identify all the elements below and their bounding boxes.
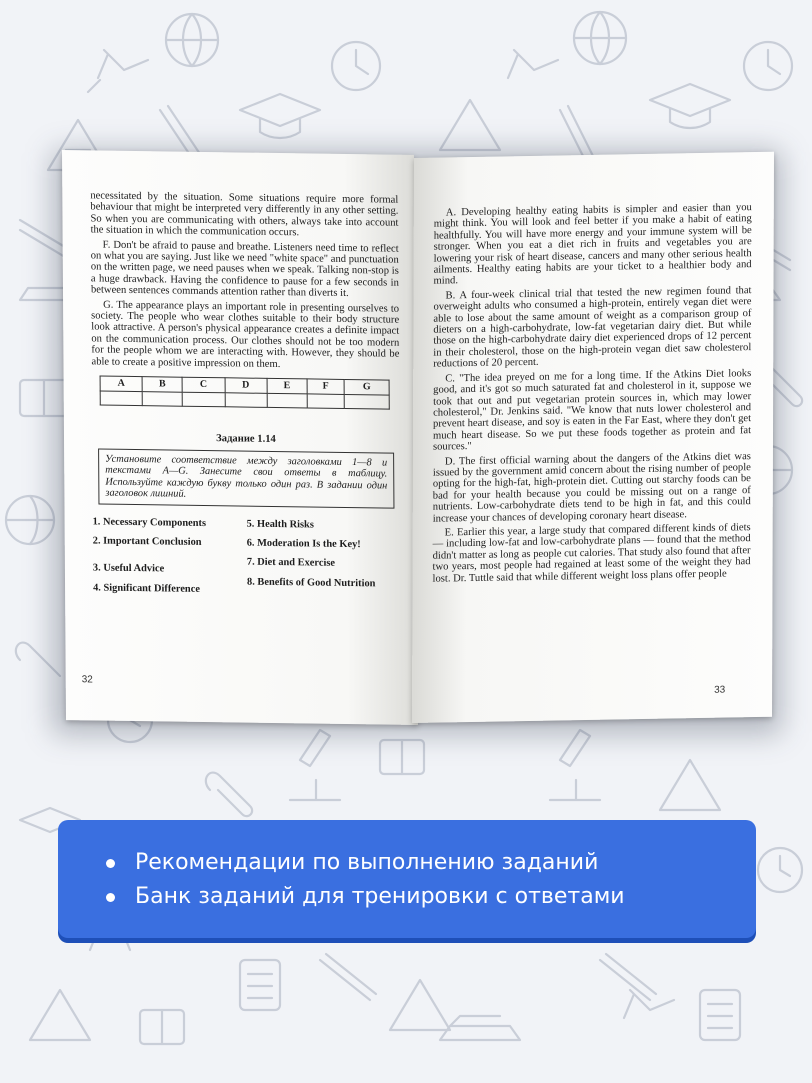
microscope-icon <box>550 730 600 800</box>
bullet-icon <box>106 859 115 868</box>
globe-icon <box>166 14 218 66</box>
answer-cell <box>225 392 267 407</box>
feature-text: Банк заданий для тренировки с ответами <box>135 884 625 909</box>
answer-table-header: D <box>225 378 267 393</box>
globe-icon <box>574 12 626 64</box>
ruler-triangle-icon <box>30 990 90 1040</box>
heading-item: 3. Useful Advice <box>92 562 165 575</box>
answer-table-header: G <box>344 380 389 395</box>
paragraph: necessitated by the situation. Some situations require more formal behaviour that might be interpreted very differently in any other setting. So when you are communicating with others, always take into account the situation in which the communication occurs. <box>90 190 399 239</box>
heading-item: 7. Diet and Exercise <box>246 556 336 570</box>
answer-table <box>100 376 390 409</box>
heading-item: 1. Necessary Components <box>92 515 207 529</box>
stapler-icon <box>440 1016 520 1040</box>
graduation-cap-icon <box>240 94 320 138</box>
left-page-text <box>90 190 401 606</box>
pushpin-icon <box>508 50 558 78</box>
paragraph: C. "The idea preyed on me for a long time. If the Atkins Diet looks good, and it's got so much saturated fat and cholesterol in it, suppose we took that out and put vegetarian protein sources in, which may lower cholesterol," Dr. Jenkins said. "We know that nuts lower cholesterol and prevent heart disease, and soy is eaten in the Far East, where they don't get much heart disease. So we put these foods together as protein and fat sources." <box>432 367 752 453</box>
answer-cell <box>142 391 182 406</box>
clock-icon <box>744 42 792 90</box>
ruler-triangle-icon <box>390 980 450 1030</box>
bullet-icon <box>106 893 115 902</box>
globe-icon <box>6 496 54 544</box>
heading-item: 2. Important Conclusion <box>92 535 202 548</box>
features-list <box>58 820 756 914</box>
right-page-text <box>432 202 751 588</box>
graduation-cap-icon <box>650 84 730 128</box>
ruler-triangle-icon <box>660 760 720 810</box>
pencil-icon <box>600 954 656 1000</box>
paper-clip-icon <box>206 773 252 817</box>
clock-icon <box>758 848 802 892</box>
pencil-icon <box>320 954 376 1000</box>
feature-item <box>106 880 756 914</box>
clock-icon <box>332 42 380 90</box>
answer-cell <box>267 393 307 408</box>
paragraph: D. The first official warning about the dangers of the Atkins diet was issued by the government amid concern about the rising number of people opting for the high-fat, high-protein diet. Cutting out starchy foods can be bad for your health because you could be missing out on a range of nutrients. Low-carbohydrate diets tend to be high in fat, and this could increase your chances of developing coronary heart disease. <box>432 450 751 525</box>
left-page <box>62 150 418 725</box>
headings-column-1 <box>93 516 248 604</box>
paragraph: G. The appearance plays an important role in presenting ourselves to society. The people who wear clothes suitable to their body structure look attractive. A person's physical appearance creates a definite impact on the communication process. Our clothes should not be too modern for the people whom we are interacting with. However, they should be able to create a positive impression on them. <box>91 299 400 370</box>
pushpin-icon <box>88 50 148 92</box>
calculator-icon <box>240 960 280 1010</box>
heading-item: 6. Moderation Is the Key! <box>246 537 361 551</box>
feature-item <box>106 846 756 880</box>
pushpin-icon <box>624 990 674 1018</box>
answer-table-header: C <box>182 377 224 392</box>
answer-cell <box>345 394 390 409</box>
answer-table-header: E <box>267 378 307 393</box>
features-banner <box>58 820 756 938</box>
feature-text: Рекомендации по выполнению заданий <box>135 850 599 875</box>
paragraph: F. Don't be afraid to pause and breathe. Listeners need time to reflect on what you are saying. Just like we need "white space" and punctuation on the written page, we need pauses when we speak. Talking non-stop is a huge drawback. Having the confidence to pause for a few seconds in between sentences commands attention rather than diverts it. <box>90 239 399 300</box>
heading-item: 4. Significant Difference <box>93 582 200 595</box>
paragraph: A. Developing healthy eating habits is simpler and easier than you might think. You will look and feel better if you make a habit of eating healthfully. You will have more energy and your immune system will be stronger. When you eat a diet rich in fruits and vegetables you are lowering your risk of heart disease, cancers and many other serious health ailments. Healthy eating habits are your ticket to a healthier body and mind. <box>433 202 752 288</box>
right-page <box>412 152 774 723</box>
answer-cell <box>307 393 345 408</box>
book-icon <box>140 1010 184 1044</box>
answer-table-header: B <box>142 377 182 392</box>
task-title: Задание 1.14 <box>216 432 276 445</box>
microscope-icon <box>290 730 340 800</box>
page-number: 32 <box>81 674 93 686</box>
ruler-triangle-icon <box>440 100 500 150</box>
headings-list <box>93 516 402 606</box>
heading-item: 8. Benefits of Good Nutrition <box>246 576 376 590</box>
answer-cell <box>100 391 142 406</box>
paragraph: B. A four-week clinical trial that tested the new regimen found that overweight adults who consumed a high-protein, entirely vegan diet were able to lose about the same amount of weight as a comparison group of dieters on a high-carbohydrate, low-fat vegetarian dairy diet. But while those on the high-carbohydrate dairy diet experienced drops of 12 percent in their cholesterol, those on the high-protein vegan diet saw cholesterol reductions of 20 percent. <box>433 284 752 370</box>
heading-item: 5. Health Risks <box>246 518 314 531</box>
answer-table-header: F <box>307 379 345 394</box>
answer-table-header: A <box>100 376 142 391</box>
paragraph: E. Earlier this year, a large study that compared different kinds of diets — including low-fat and low-carbohydrate plans — found that the method didn't matter as long as people cut calories. That study also found that after two years, most people had regained at least some of the weight they had lost. Dr. Tuttle said that while different weight loss plans offer people <box>432 522 751 585</box>
book-icon <box>380 740 424 774</box>
task-instructions: Установите соответствие между заголовками 1—8 и текстами A—G. Занесите свои ответы в таблицу. Используйте каждую букву только один раз. В задании один заголовок лишний. <box>98 448 394 508</box>
calculator-icon <box>700 990 740 1040</box>
answer-cell <box>182 392 224 407</box>
headings-column-2 <box>247 518 402 606</box>
page-number: 33 <box>714 684 726 696</box>
